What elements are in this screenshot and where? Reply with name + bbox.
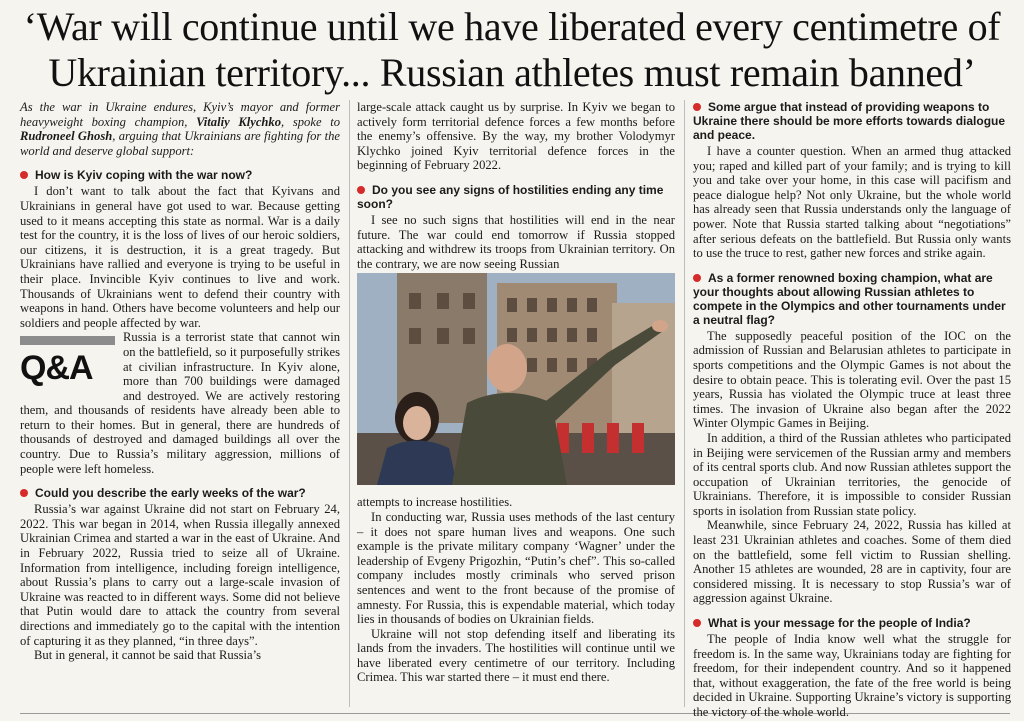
column-1 — [20, 100, 340, 663]
question-text: What is your message for the people of India? — [708, 616, 971, 631]
answer-paragraph: The supposedly peaceful position of the IOC on the admission of Russian and Belarusian athletes to participate in sports competitions and the Olympic Games is not about the desire to obtain peace. This is tolerating evil. Over the past 15 years, Russia has violated the Olympic truce at least three times. The invasion of Ukraine also began after the 2022 Winter Olympic Games in Beijing. — [693, 328, 1011, 431]
qa-bar — [20, 336, 115, 345]
question-5 — [693, 271, 1011, 327]
headline: ‘War will continue until we have liberated every centimetre of Ukrainian territory... Russian athletes must remain banned’ — [23, 4, 1001, 95]
photo-illustration — [357, 273, 675, 485]
question-2 — [20, 486, 340, 500]
answer-paragraph: In conducting war, Russia uses methods of the last century – it does not spare human lives and weapons. One such example is the private military company ‘Wagner’ under the leadership of Evgeny Prigozhin, “Putin’s chef”. This so-called company includes mostly criminals who served prison sentences and went to the front because of the promise of amnesty. For Russia, this is expendable material, which today lies in thousands of bodies on Ukrainian fields. — [357, 509, 675, 627]
column-3 — [693, 100, 1011, 720]
intro-text: , arguing that Ukrainians are fighting for the world and deserve global support: — [20, 129, 340, 158]
interviewee-name: Vitaliy Klychko — [196, 114, 282, 129]
qa-logo — [20, 336, 115, 387]
intro-text: , spoke to — [281, 114, 341, 129]
question-6 — [693, 616, 1011, 630]
intro — [20, 100, 340, 158]
question-text: Could you describe the early weeks of the war? — [35, 486, 306, 501]
qa-label: Q&A — [20, 349, 93, 388]
answer-paragraph: I see no such signs that hostilities will end in the near future. The war could end tomorrow if Russia stopped attacking and withdrew its troops from Ukrainian territory. On the contrary, we are now seeing Russian — [357, 212, 675, 271]
answer-paragraph: Russia is a terrorist state that cannot win on the battlefield, so it purposefully strikes at civilian infrastructure. In Kyiv alone, more than 700 buildings were damaged and destroyed. We are actively restoring them, and thousands of residents have already been able to return to their homes. But in general, there are hundreds of thousands of destroyed and damaged buildings all over the country. Due to Russia’s military aggression, millions of people were left homeless. — [20, 330, 340, 476]
answer-paragraph: large-scale attack caught us by surprise. In Kyiv we began to actively form territorial defence forces a few months before the enemy’s offensive. By the way, my brother Volodymyr Klychko joined Kyiv territorial defence forces in the beginning of February 2022. — [357, 100, 675, 173]
column-2 — [357, 100, 675, 685]
answer-paragraph: attempts to increase hostilities. — [357, 495, 513, 510]
answer-paragraph: Russia’s war against Ukraine did not start on February 24, 2022. This war began in 2014, when Russia illegally annexed Ukrainian Crimea and started a war in the east of Ukraine. And in February 2022, Russia tried to seize all of Ukraine. Information from intelligence, including foreign intelligence, about Russia’s plans to carry out a large-scale invasion of Ukraine was reacted to in different ways. Some did not believe that Putin would dare to attack the country from several directions and immediately go to the capital with the intention of capturing it as they planned, “in three days”. — [20, 502, 340, 648]
answer-paragraph: I don’t want to talk about the fact that Kyivans and Ukrainians in general have got used to war. Because getting used to it means accepting this state as normal. War is a daily test for the country, it is the loss of lives of our heroic soldiers, our citizens, it is destruction, it is a great tragedy. But Ukrainians have rallied and everyone is trying to be useful in their place. Invincible Kyiv continues to live and work. Thousands of Ukrainians went to defend their country with weapons in hand. Others have become volunteers and help our soldiers and people affected by war. — [20, 184, 340, 330]
photo-klychko — [357, 273, 675, 485]
answer-paragraph: Ukraine will not stop defending itself and liberating its lands from the invaders. The hostilities will continue until we have liberated every centimetre of our territory. Including Crimea. This war started there – it must end there. — [357, 626, 675, 685]
question-1 — [20, 168, 340, 182]
column-divider — [684, 100, 685, 707]
question-text: Some argue that instead of providing weapons to Ukraine there should be more efforts towards dialogue and peace. — [693, 100, 1006, 142]
question-text: As a former renowned boxing champion, what are your thoughts about allowing Russian athletes to compete in the Olympics and other tournaments under a neutral flag? — [693, 270, 1006, 327]
answer-paragraph: But in general, it cannot be said that Russia’s — [34, 648, 261, 663]
answer-paragraph: In addition, a third of the Russian athletes who participated in Beijing were servicemen of the Russian army and members of its central sports club. And now Russian athletes support the occupation of Ukrainian territories, the genocide of Ukrainians. Therefore, it is impossible to consider Russian sports in isolation from Russian state policy. — [693, 430, 1011, 518]
interviewer-name: Rudroneel Ghosh — [20, 129, 113, 144]
question-4 — [693, 100, 1011, 142]
question-text: How is Kyiv coping with the war now? — [35, 168, 253, 183]
question-3 — [357, 183, 675, 211]
answer-paragraph: Meanwhile, since February 24, 2022, Russia has killed at least 231 Ukrainian athletes and coaches. Some of them died on the battlefield, some fell victim to Russian shelling. Another 15 athletes are wounded, 28 are in captivity, four are considered missing. It is necessary to stop Russia’s war of aggression against Ukraine. — [693, 518, 1011, 606]
column-divider — [349, 100, 350, 707]
answer-paragraph: I have a counter question. When an armed thug attacked you; raped and killed part of your family; and is trying to kill you and take over your home, in this case will pacifism and peace dialogue help? Not only Ukraine, but the whole world has already seen that Russia understands only the language of power. Note that Russia started talking about “negotiations” after serious defeats on the battlefield. But Russia only wants to use the truce to rest, gather new forces and strike again. — [693, 144, 1011, 261]
answer-paragraph: The people of India know well what the struggle for freedom is. In the same way, Ukrainians today are fighting for freedom, for their independent country. And so it happened that, without exaggeration, the fate of the free world is being decided in Ukraine. Supporting Ukraine’s victory is supporting the victory of the whole world. — [693, 632, 1011, 719]
question-text: Do you see any signs of hostilities ending any time soon? — [357, 182, 664, 211]
intro-text: As the war in Ukraine endures, Kyiv’s mayor and former heavyweight boxing champion, — [20, 100, 340, 129]
